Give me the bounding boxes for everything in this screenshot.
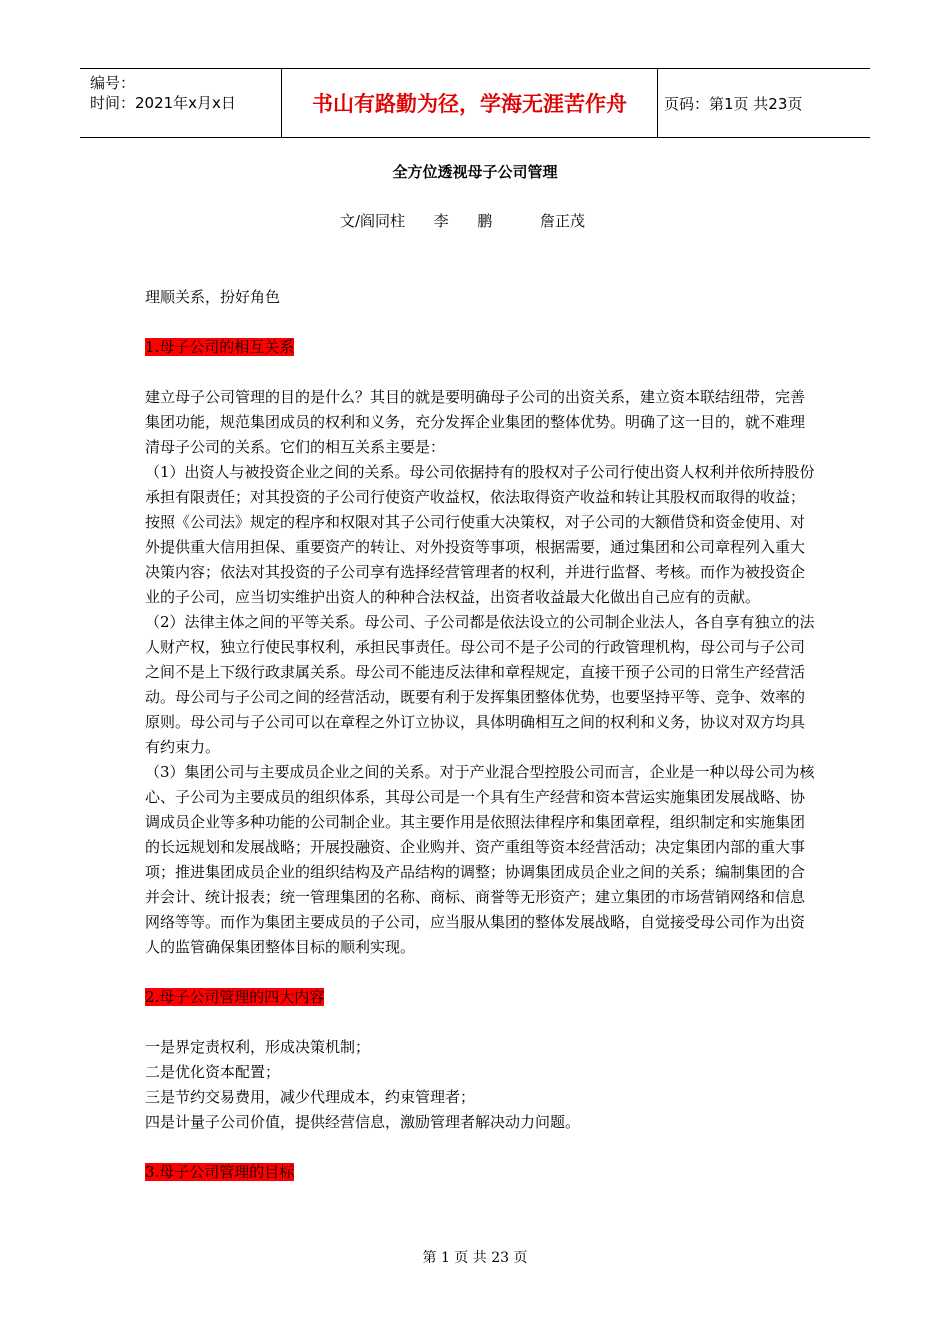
- paragraph: （2）法律主体之间的平等关系。母公司、子公司都是依法设立的公司制企业法人，各自享有独立的法人财产权，独立行使民事权利，承担民事责任。母公司不是子公司的行政管理机构，母公司与子公司之间不是上下级行政隶属关系。母公司不能违反法律和章程规定，直接干预子公司的日常生产经营活动。母公司与子公司之间的经营活动，既要有利于发挥集团整体优势，也要坚持平等、竞争、效率的原则。母公司与子公司可以在章程之外订立协议，具体明确相互之间的权利和义务，协议对双方均具有约束力。: [145, 613, 815, 756]
- motto: 书山有路勤为径，学海无涯苦作舟: [281, 69, 658, 137]
- intro-text: 理顺关系，扮好角色: [145, 288, 281, 306]
- section-heading-2: 2.母子公司管理的四大内容: [145, 988, 325, 1006]
- article-authors: 文/阎同柱 李 鹏 詹正茂: [340, 212, 585, 230]
- page-info: 页码：第1页 共23页: [664, 94, 803, 113]
- time-label: 时间：2021年x月x日: [90, 94, 236, 112]
- section-heading-3: 3.母子公司管理的目标: [145, 1163, 295, 1181]
- header-left-cell: [80, 69, 281, 137]
- list-item: 四是计量子公司价值，提供经营信息，激励管理者解决动力问题。: [145, 1113, 581, 1131]
- article-title: 全方位透视母子公司管理: [392, 163, 558, 181]
- article-body: [145, 285, 815, 1185]
- paragraph: 建立母子公司管理的目的是什么？其目的就是要明确母子公司的出资关系，建立资本联结纽带，完善集团功能，规范集团成员的权利和义务，充分发挥企业集团的整体优势。明确了这一目的，就不难理清母子公司的关系。它们的相互关系主要是：: [145, 388, 806, 456]
- paragraph: （3）集团公司与主要成员企业之间的关系。对于产业混合型控股公司而言，企业是一种以母公司为核心、子公司为主要成员的组织体系，其母公司是一个具有生产经营和资本营运实施集团发展战略、协调成员企业等多种功能的公司制企业。其主要作用是依照法律程序和集团章程，组织制定和实施集团的长远规划和发展战略；开展投融资、企业购并、资产重组等资本经营活动；决定集团内部的重大事项；推进集团成员企业的组织结构及产品结构的调整；协调集团成员企业之间的关系；编制集团的合并会计、统计报表；统一管理集团的名称、商标、商誉等无形资产；建立集团的市场营销网络和信息网络等等。而作为集团主要成员的子公司，应当服从集团的整体发展战略，自觉接受母公司作为出资人的监管确保集团整体目标的顺利实现。: [145, 763, 815, 956]
- page-footer: 第 1 页 共 23 页: [422, 1250, 528, 1266]
- paragraph: （1）出资人与被投资企业之间的关系。母公司依据持有的股权对子公司行使出资人权利并依所持股份承担有限责任；对其投资的子公司行使资产收益权，依法取得资产收益和转让其股权而取得的收益；按照《公司法》规定的程序和权限对其子公司行使重大决策权，对子公司的大额借贷和资金使用、对外提供重大信用担保、重要资产的转让、对外投资等事项，根据需要，通过集团和公司章程列入重大决策内容；依法对其投资的子公司享有选择经营管理者的权利，并进行监督、考核。而作为被投资企业的子公司，应当切实维护出资人的种种合法权益，出资者收益最大化做出自己应有的贡献。: [145, 463, 815, 606]
- section-heading-1: 1.母子公司的相互关系: [145, 338, 295, 356]
- list-item: 二是优化资本配置；: [145, 1063, 281, 1081]
- number-label: 编号：: [90, 74, 136, 92]
- list-item: 三是节约交易费用，减少代理成本，约束管理者；: [145, 1088, 476, 1106]
- header-table: [80, 68, 870, 138]
- list-item: 一是界定责权利，形成决策机制；: [145, 1038, 371, 1056]
